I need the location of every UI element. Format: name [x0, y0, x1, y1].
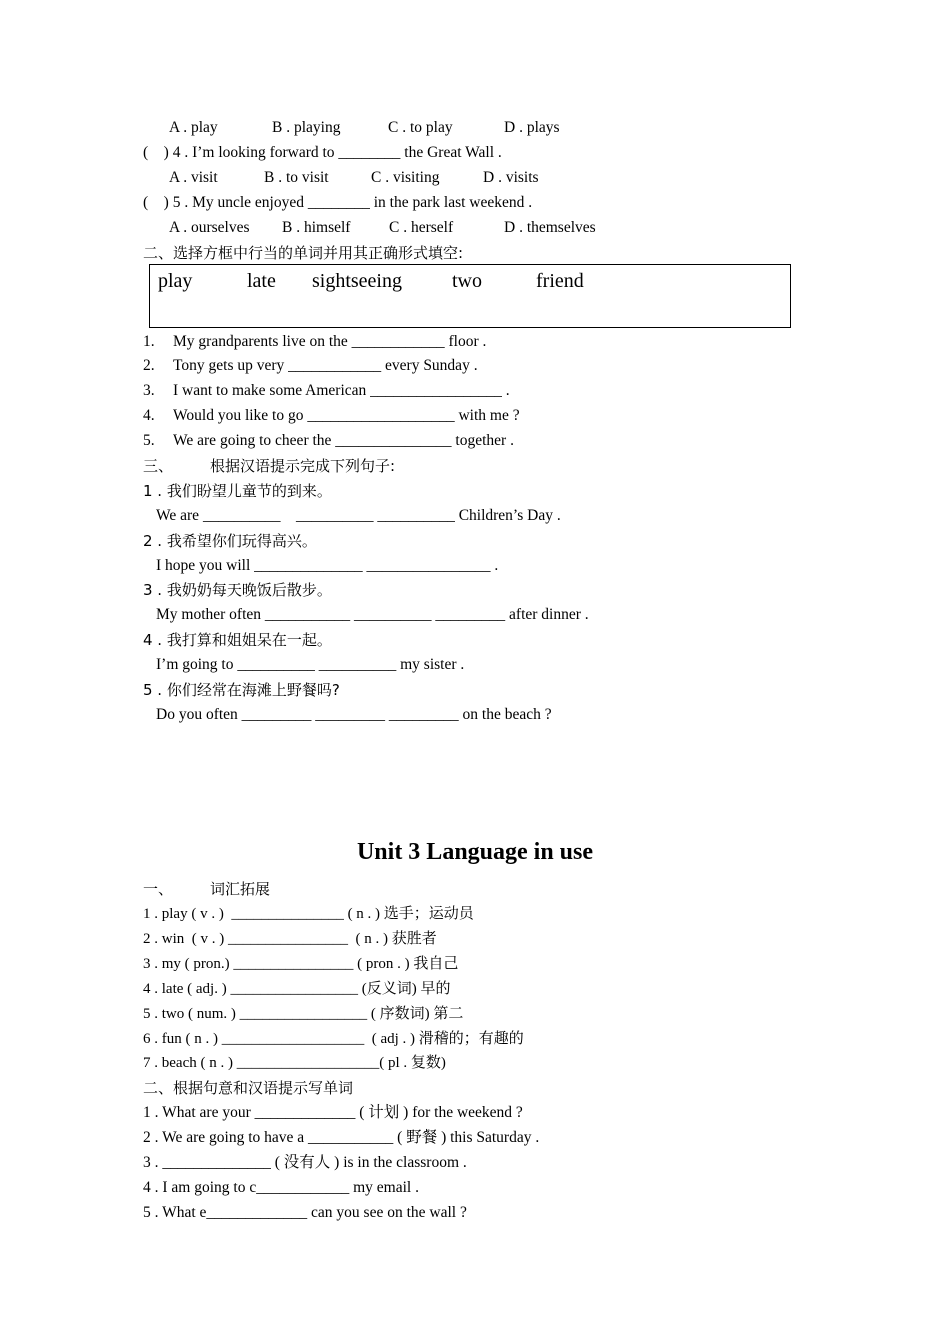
spelling-item: 2 . We are going to have a ___________ ( 野餐 ) this Saturday .	[143, 1129, 540, 1146]
s2-item-text: I want to make some American _________________ .	[173, 382, 510, 399]
q3-option-c: C . to play	[388, 119, 453, 136]
q5-option-d: D . themselves	[504, 219, 596, 236]
vocab-item: 7 . beach ( n . ) ___________________( pl . 复数)	[143, 1055, 446, 1071]
box-word: sightseeing	[312, 270, 402, 292]
q3-option-d: D . plays	[504, 119, 560, 136]
vocab-heading-num: 一、	[143, 880, 174, 898]
q4-option-a: A . visit	[169, 169, 218, 186]
s2-item-text: My grandparents live on the ____________ floor .	[173, 333, 487, 350]
s3-item-cn: 3 . 我奶奶每天晚饭后散步。	[143, 581, 332, 599]
q5-stem: ( ) 5 . My uncle enjoyed ________ in the park last weekend .	[143, 194, 533, 211]
s2-item-text: Tony gets up very ____________ every Sunday .	[173, 357, 478, 374]
s2-item-num: 3.	[143, 382, 155, 399]
section2-heading: 二、选择方框中行当的单词并用其正确形式填空:	[143, 244, 464, 262]
s2-item-num: 1.	[143, 333, 155, 350]
vocab-item: 2 . win ( v . ) ________________ ( n . ) 获胜者	[143, 931, 437, 947]
spelling-item: 4 . I am going to c____________ my email .	[143, 1179, 419, 1196]
spelling-item: 1 . What are your _____________ ( 计划 ) for the weekend ?	[143, 1104, 523, 1121]
spelling-heading: 二、根据句意和汉语提示写单词	[143, 1079, 354, 1097]
vocab-heading: 词汇拓展	[210, 880, 271, 898]
s3-item-en: Do you often _________ _________ _________ on the beach ?	[156, 706, 552, 723]
q5-option-b: B . himself	[282, 219, 351, 236]
s3-item-cn: 1 . 我们盼望儿童节的到来。	[143, 482, 332, 500]
section3-heading-num: 三、	[143, 457, 174, 475]
s3-item-cn: 5 . 你们经常在海滩上野餐吗?	[143, 681, 340, 699]
box-word: late	[247, 270, 276, 292]
vocab-item: 1 . play ( v . ) _______________ ( n . ) 选手；运动员	[143, 906, 474, 922]
unit-title: Unit 3 Language in use	[356, 839, 594, 865]
s2-item-num: 5.	[143, 432, 155, 449]
section3-heading: 根据汉语提示完成下列句子:	[210, 457, 396, 475]
box-word: two	[452, 270, 482, 292]
q3-option-b: B . playing	[272, 119, 341, 136]
s2-item-num: 4.	[143, 407, 155, 424]
s3-item-en: We are __________ __________ __________ Children’s Day .	[156, 507, 561, 524]
s2-item-text: We are going to cheer the _______________ together .	[173, 432, 514, 449]
word-box	[149, 264, 791, 328]
spelling-item: 3 . ______________ ( 没有人 ) is in the classroom .	[143, 1154, 467, 1171]
s3-item-cn: 4 . 我打算和姐姐呆在一起。	[143, 631, 332, 649]
q4-option-b: B . to visit	[264, 169, 329, 186]
vocab-item: 6 . fun ( n . ) ___________________ ( adj . ) 滑稽的；有趣的	[143, 1031, 524, 1047]
q5-option-a: A . ourselves	[169, 219, 250, 236]
s3-item-en: I hope you will ______________ ________________ .	[156, 557, 499, 574]
s2-item-num: 2.	[143, 357, 155, 374]
spelling-item: 5 . What e_____________ can you see on the wall ?	[143, 1204, 467, 1221]
q4-stem: ( ) 4 . I’m looking forward to ________ the Great Wall .	[143, 144, 502, 161]
box-word: play	[158, 270, 193, 292]
vocab-item: 5 . two ( num. ) _________________ ( 序数词) 第二	[143, 1006, 464, 1022]
vocab-item: 4 . late ( adj. ) _________________ (反义词) 早的	[143, 981, 451, 997]
vocab-item: 3 . my ( pron.) ________________ ( pron . ) 我自己	[143, 956, 459, 972]
s3-item-en: I’m going to __________ __________ my sister .	[156, 656, 465, 673]
s3-item-en: My mother often ___________ __________ _________ after dinner .	[156, 606, 589, 623]
q4-option-d: D . visits	[483, 169, 539, 186]
s2-item-text: Would you like to go ___________________ with me ?	[173, 407, 520, 424]
q3-option-a: A . play	[169, 119, 218, 136]
q5-option-c: C . herself	[389, 219, 454, 236]
box-word: friend	[536, 270, 584, 292]
s3-item-cn: 2 . 我希望你们玩得高兴。	[143, 532, 317, 550]
q4-option-c: C . visiting	[371, 169, 440, 186]
